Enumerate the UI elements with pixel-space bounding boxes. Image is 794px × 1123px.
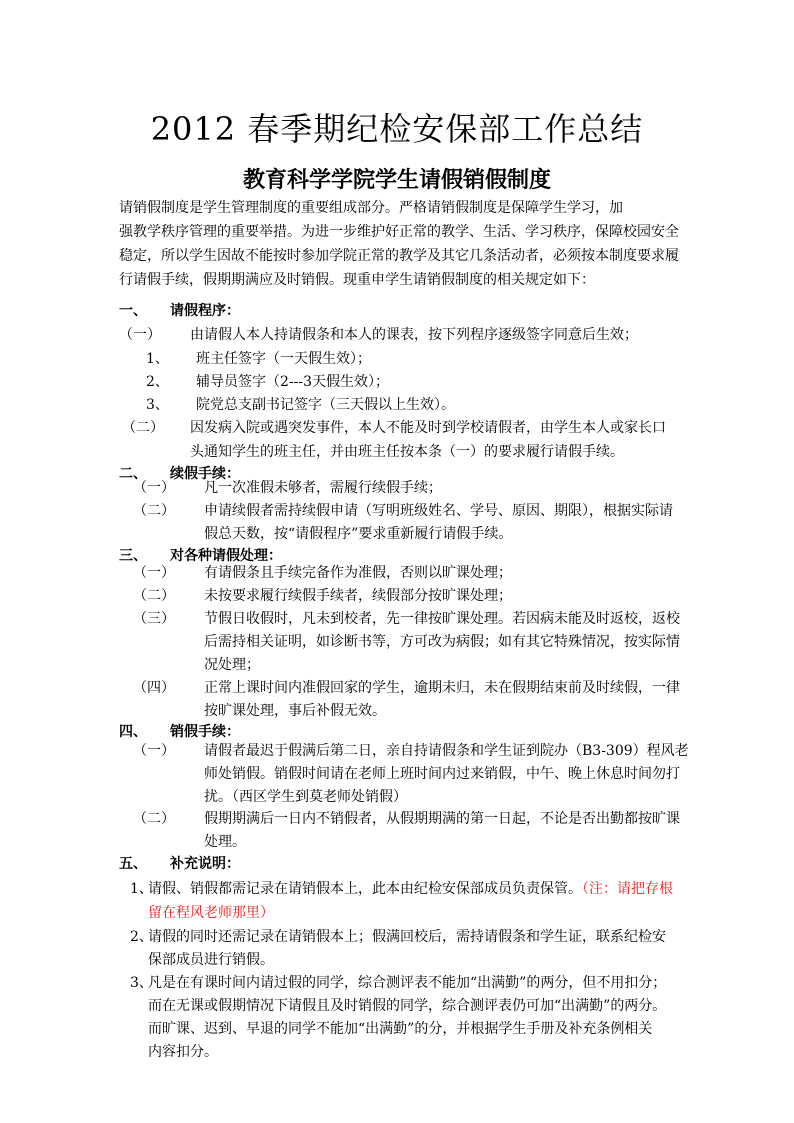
s4-item-2-line-1: 假期期满后一日内不销假者，从假期期满的第一日起，不论是否出勤都按旷课 [204, 811, 680, 827]
s3-item-4-line-2: 按旷课处理，事后补假无效。 [204, 703, 386, 719]
note-3-line-4: 内容扣分。 [148, 1044, 218, 1060]
document-subtitle: 教育科学学院学生请假销假制度 [242, 167, 551, 193]
note-2-line-1: 请假的同时还需记录在请销假本上；假满回校后，需持请假条和学生证，联系纪检安 [148, 929, 666, 945]
intro-line-2: 强教学秩序管理的重要举措。为进一步维护好正常的教学、生活、学习秩序，保障校园安全 [119, 224, 679, 240]
note-2-line-2: 保部成员进行销假。 [148, 952, 274, 968]
section-3-heading: 对各种请假处理： [170, 548, 282, 564]
s4-item-1-line-3: 扰。（西区学生到莫老师处销假） [204, 789, 407, 805]
note-3-line-2: 而在无课或假期情况下请假且及时销假的同学，综合测评表仍可加“出满勤”的两分。 [148, 998, 667, 1014]
s3-item-3-label: （三） [133, 611, 175, 627]
section-1-number: 一、 [119, 303, 147, 319]
step-1-text: 班主任签字（一天假生效）； [196, 351, 371, 367]
section-2-number: 二、 [119, 466, 147, 482]
s3-item-3-line-1: 节假日收假时，凡未到校者，先一律按旷课处理。若因病未能及时返校，返校 [204, 611, 680, 627]
s3-item-2-label: （二） [133, 588, 175, 604]
section-5-number: 五、 [119, 856, 147, 872]
step-2-number: 2、 [146, 374, 169, 390]
section-1-heading: 请假程序： [170, 303, 240, 319]
s2-item-1-label: （一） [133, 480, 175, 496]
step-3-text: 院党总支副书记签字（三天假以上生效）。 [196, 397, 455, 413]
s1-item-2-label: （二） [122, 420, 164, 436]
note-1-number: 1、 [130, 881, 153, 897]
note-1-text: 请假、销假都需记录在请销假本上，此本由纪检安保部成员负责保管。 [148, 881, 582, 897]
note-1-line-1 [148, 879, 673, 899]
s2-item-2-line-1: 申请续假者需持续假申请（写明班级姓名、学号、原因、期限），根据实际请 [204, 503, 673, 519]
note-1-red-remark: （注：请把存根 [582, 881, 673, 897]
section-2-heading: 续假手续： [170, 466, 240, 482]
s1-item-1-text: 由请假人本人持请假条和本人的课表，按下列程序逐级签字同意后生效； [190, 327, 638, 343]
s4-item-2-label: （二） [133, 811, 175, 827]
note-2-number: 2、 [130, 929, 153, 945]
s3-item-4-label: （四） [133, 680, 175, 696]
s4-item-1-label: （一） [133, 743, 175, 759]
step-3-number: 3、 [146, 397, 169, 413]
section-5-heading: 补充说明： [170, 856, 240, 872]
s4-item-2-line-2: 处理。 [204, 834, 246, 850]
note-3-line-3: 而旷课、迟到、早退的同学不能加“出满勤”的分，并根据学生手册及补充条例相关 [148, 1021, 653, 1037]
intro-line-4: 行请假手续，假期期满应及时销假。现重申学生请销假制度的相关规定如下： [119, 272, 595, 288]
note-1-red-remark-line-2: 留在程风老师那里） [148, 905, 274, 921]
s1-item-1-label: （一） [119, 327, 161, 343]
note-3-number: 3、 [130, 975, 153, 991]
step-2-text: 辅导员签字（2---3天假生效）； [196, 374, 390, 390]
s4-item-1-line-1: 请假者最迟于假满后第二日，亲自持请假条和学生证到院办（B3-309）程风老 [204, 743, 689, 759]
s3-item-3-line-3: 况处理； [204, 657, 260, 673]
s2-item-2-line-2: 假总天数，按“请假程序”要求重新履行请假手续。 [204, 526, 513, 542]
s2-item-2-label: （二） [133, 503, 175, 519]
s3-item-1-text: 有请假条且手续完备作为准假，否则以旷课处理； [204, 565, 512, 581]
section-3-number: 三、 [119, 548, 147, 564]
s3-item-2-text: 未按要求履行续假手续者，续假部分按旷课处理； [204, 588, 512, 604]
section-4-heading: 销假手续： [170, 724, 240, 740]
step-1-number: 1、 [146, 351, 169, 367]
note-3-line-1: 凡是在有课时间内请过假的同学，综合测评表不能加“出满勤”的两分，但不用扣分； [148, 975, 667, 991]
intro-line-1: 请销假制度是学生管理制度的重要组成部分。严格请销假制度是保障学生学习，加 [119, 200, 623, 216]
s4-item-1-line-2: 师处销假。销假时间请在老师上班时间内过来销假，中午、晚上休息时间勿打 [204, 766, 680, 782]
intro-line-3: 稳定，所以学生因故不能按时参加学院正常的教学及其它几条活动者，必须按本制度要求履 [119, 248, 679, 264]
s1-item-2-line-2: 头通知学生的班主任，并由班主任按本条（一）的要求履行请假手续。 [190, 444, 624, 460]
s2-item-1-text: 凡一次准假未够者，需履行续假手续； [204, 480, 442, 496]
s3-item-3-line-2: 后需持相关证明，如诊断书等，方可改为病假；如有其它特殊情况，按实际情 [204, 634, 680, 650]
s3-item-4-line-1: 正常上课时间内准假回家的学生，逾期未归，未在假期结束前及时续假，一律 [204, 680, 680, 696]
s3-item-1-label: （一） [133, 565, 175, 581]
section-4-number: 四、 [119, 724, 147, 740]
s1-item-2-line-1: 因发病入院或遇突发事件，本人不能及时到学校请假者，由学生本人或家长口 [190, 420, 666, 436]
page-title: 2012 春季期纪检安保部工作总结 [150, 110, 644, 148]
